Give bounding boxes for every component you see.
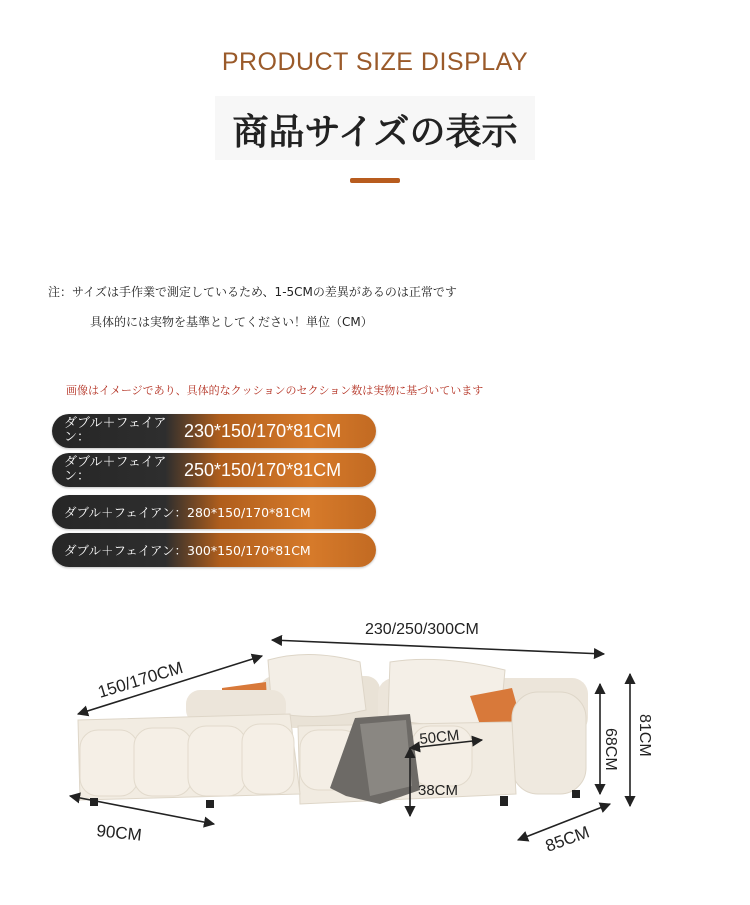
size-option-1[interactable] [52, 414, 376, 448]
dim-seat-depth: 50CM [418, 726, 461, 748]
size-option-value: 250*150/170*81CM [184, 459, 342, 480]
image-disclaimer: 画像はイメージであり、具体的なクッションのセクション数は実物に基づいています [66, 384, 484, 397]
size-option-4[interactable] [52, 533, 376, 567]
size-option-2[interactable] [52, 453, 376, 487]
size-option-value: 280*150/170*81CM [187, 504, 311, 520]
heading-japanese: 商品サイズの表示 [232, 112, 518, 153]
dim-total-width: 230/250/300CM [365, 621, 479, 638]
size-option-label: ダブル＋フェイアン： [64, 455, 167, 484]
size-option-3[interactable] [52, 495, 376, 529]
size-option-label: ダブル＋フェイアン： [64, 505, 188, 520]
heading-english: PRODUCT SIZE DISPLAY [221, 48, 529, 76]
accent-divider [350, 178, 400, 183]
dim-chaise-length: 150/170CM [95, 657, 186, 702]
size-option-value: 230*150/170*81CM [184, 420, 342, 441]
size-option-label: ダブル＋フェイアン： [64, 416, 167, 445]
dim-total-height: 81CM [636, 714, 653, 757]
sofa-dimension-diagram [0, 590, 750, 890]
unit-note: 具体的には実物を基準としてください！単位（CM） [90, 315, 373, 329]
dim-back-height: 68CM [602, 728, 619, 771]
size-option-label: ダブル＋フェイアン： [64, 543, 188, 558]
dim-depth: 85CM [542, 822, 592, 856]
size-option-value: 300*150/170*81CM [187, 542, 311, 558]
measurement-note: 注：サイズは手作業で測定しているため、1-5CMの差異があるのは正常です [48, 285, 457, 299]
dim-chaise-width: 90CM [95, 821, 143, 845]
dim-seat-height: 38CM [418, 782, 459, 799]
